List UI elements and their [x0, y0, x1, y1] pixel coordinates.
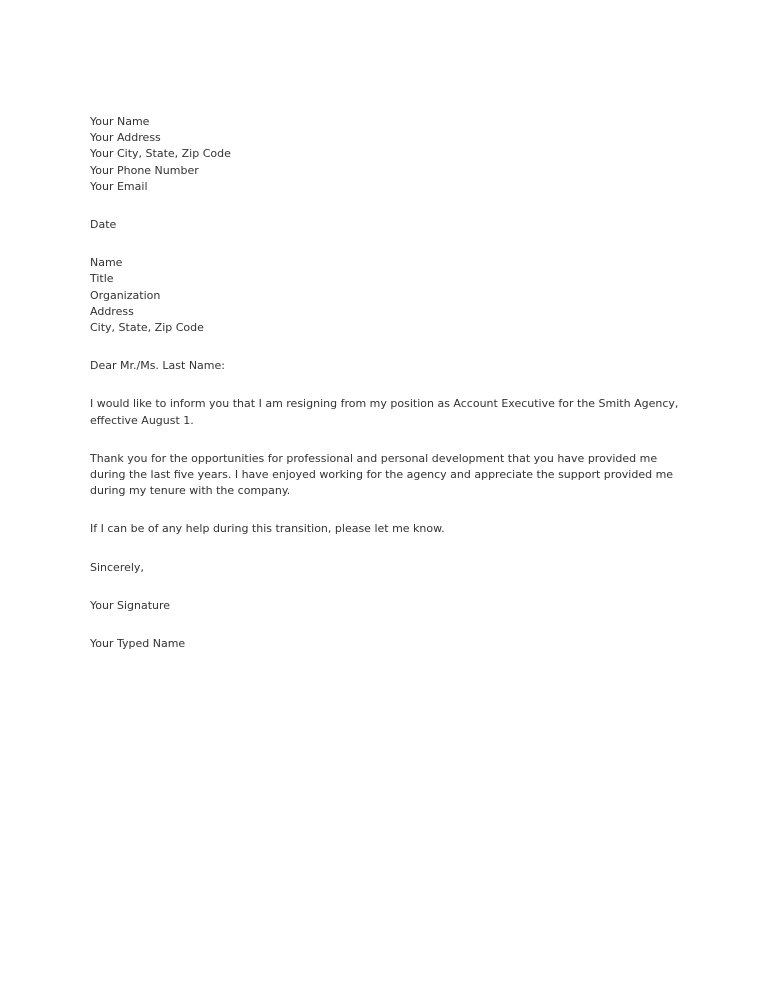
sender-name: Your Name	[90, 115, 150, 128]
paragraph-3-text: If I can be of any help during this transition, please let me know.	[90, 522, 445, 536]
sender-email: Your Email	[90, 179, 148, 193]
typed-name-block	[90, 636, 690, 652]
body-paragraph-3	[90, 521, 690, 537]
sender-city-state-zip: Your City, State, Zip Code	[90, 147, 231, 161]
recipient-city-state-zip: City, State, Zip Code	[90, 321, 204, 335]
resignation-letter	[90, 114, 690, 674]
body-paragraph-1	[90, 396, 690, 428]
signature: Your Signature	[90, 598, 171, 612]
date-block	[90, 217, 690, 233]
closing-block	[90, 560, 690, 576]
typed-name: Your Typed Name	[90, 637, 186, 651]
paragraph-2-line-1: Thank you for the opportunities for professional and personal development that you have provided me	[90, 451, 658, 465]
sender-phone: Your Phone Number	[90, 163, 199, 177]
paragraph-2-line-2: during the last five years. I have enjoyed working for the agency and appreciate the support provided me	[90, 468, 674, 482]
sender-address: Your Address	[90, 131, 161, 145]
recipient-address: Address	[90, 304, 134, 318]
recipient-block	[90, 255, 690, 336]
salutation: Dear Mr./Ms. Last Name:	[90, 359, 225, 373]
paragraph-1-line-2: effective August 1.	[90, 413, 194, 427]
paragraph-1-line-1: I would like to inform you that I am resigning from my position as Account Executive for the Smith Agency,	[90, 397, 679, 411]
sender-block	[90, 114, 690, 195]
recipient-organization: Organization	[90, 288, 161, 302]
signature-block	[90, 598, 690, 614]
recipient-title: Title	[90, 272, 114, 286]
recipient-name: Name	[90, 256, 123, 270]
closing: Sincerely,	[90, 560, 144, 574]
salutation-block	[90, 358, 690, 374]
letter-date: Date	[90, 218, 117, 232]
body-paragraph-2	[90, 451, 690, 500]
paragraph-2-line-3: during my tenure with the company.	[90, 484, 291, 498]
